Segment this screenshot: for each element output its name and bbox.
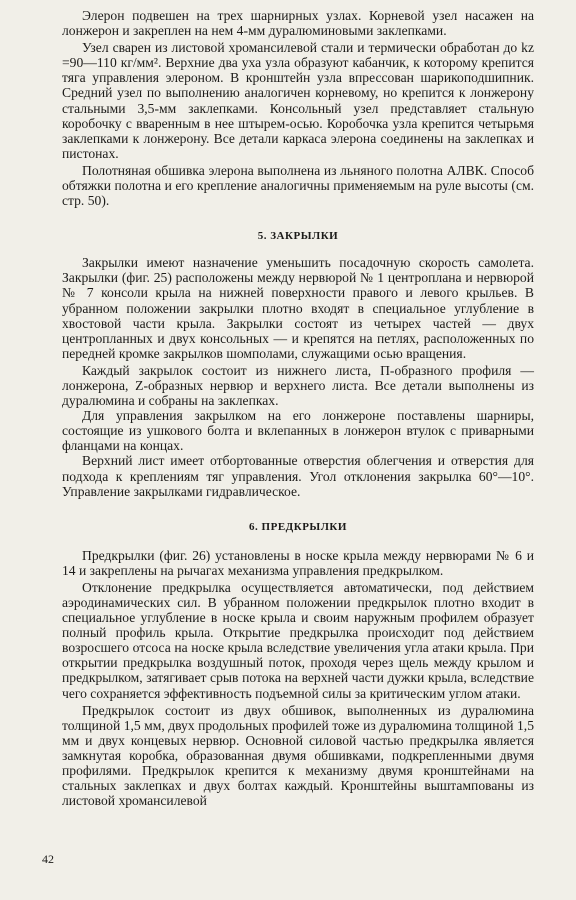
section-heading-slats: 6. ПРЕДКРЫЛКИ — [249, 520, 347, 533]
paragraph-slat-deflection: Отклонение предкрылка осуществляется автоматически, под действием аэродинамических сил. В убранном положении предкрылок плотно входит в специальное углубление в носке крыла и своим наружным профилем образует полный профиль крыла. Открытие предкрылка происходит под действием возросшего отсоса на носке крыла вследствие увеличения угла атаки крыла. При открытии предкрылка воздушный поток, проходя через щель между крылом и предкрылком, затягивает срыв потока на верхней части дужки крыла, вследствие чего сохраняется эффективность подъемной силы за критическим углом атаки. — [62, 579, 534, 701]
section-heading-flaps: 5. ЗАКРЫЛКИ — [257, 230, 339, 243]
paragraph-aileron-hinges: Элерон подвешен на трех шарнирных узлах. Корневой узел насажен на лонжерон и закреплен на нем 4-мм дуралюминовыми заклепками. — [62, 8, 534, 39]
paragraph-flaps-purpose: Закрылки имеют назначение уменьшить посадочную скорость самолета. Закрылки (фиг. 25) расположены между нервюрой № 1 центроплана и нервюрой № 7 консоли крыла на нижней поверхности правого и левого крыльев. В убранном положении закрылки плотно входят в специальное углубление в хвостовой части крыла. Закрылки состоят из четырех частей — двух центропланных и двух консольных — и крепятся на петлях, расположенных по передней кромке закрылков шомполами, служащими осью вращения. — [62, 255, 534, 361]
paragraph-slats-location: Предкрылки (фиг. 26) установлены в носке крыла между нервюрами № 6 и 14 и закреплены на рычагах механизма управления предкрылком. — [62, 547, 534, 578]
paragraph-slat-structure: Предкрылок состоит из двух обшивок, выполненных из дуралюмина толщиной 1,5 мм, двух продольных профилей тоже из дуралюмина толщиной 1,5 мм и двух концевых нервюр. Основной силовой частью предкрылка является замкнутая коробка, образованная двумя обшивками, подкрепленными двумя профилями. Предкрылок крепится к механизму двумя кронштейнами на стальных заклепках и двух болтах каждый. Кронштейны выштампованы из листовой хромансилевой — [62, 702, 534, 809]
page-number: 42 — [42, 852, 54, 866]
paragraph-flap-structure: Каждый закрылок состоит из нижнего листа, П-образного профиля — лонжерона, Z-образных нервюр и верхнего листа. Все детали выполнены из дуралюмина и собраны на заклепках. — [62, 362, 534, 409]
paragraph-aileron-fabric: Полотняная обшивка элерона выполнена из льняного полотна АЛВК. Способ обтяжки полотна и его крепление аналогичны применяемым на руле высоты (см. стр. 50). — [62, 162, 534, 209]
paragraph-flap-upper-sheet: Верхний лист имеет отбортованные отверстия облегчения и отверстия для подхода к креплениям тяг управления. Угол отклонения закрылка 60°—10°. Управление закрылками гидравлическое. — [62, 453, 534, 499]
paragraph-hinge-unit: Узел сварен из листовой хромансилевой стали и термически обработан до kz =90—110 кг/мм². Верхние два уха узла образуют кабанчик, к которому крепится тяга управления элероном. В кронштейн узла впрессован шарикоподшипник. Средний узел по выполнению аналогичен корневому, но крепится к лонжерону стальными 3,5-мм заклепками. Консольный узел представляет стальную коробочку с вваренным в нее штырем-осью. Коробочка узла крепится четырьмя заклепками к лонжерону. Все детали каркаса элерона соединены на заклепках и пистонах. — [62, 40, 534, 161]
paragraph-flap-control-hinges: Для управления закрылком на его лонжероне поставлены шарниры, состоящие из ушкового болта и вклепанных в лонжерон втулок с приварными фланцами на концах. — [62, 408, 534, 454]
